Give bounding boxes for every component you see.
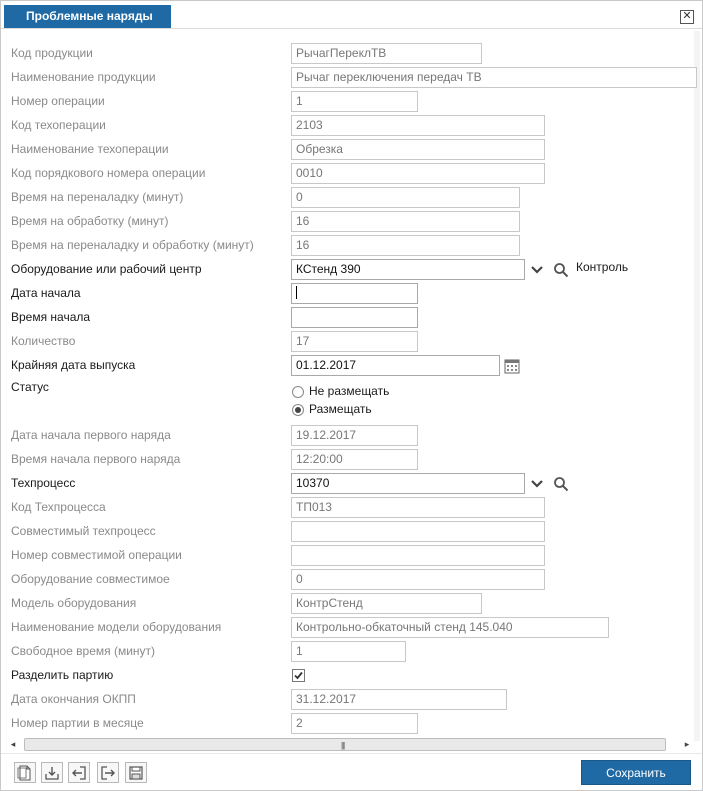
label-compatible-equipment: Оборудование совместимое [11, 572, 170, 586]
import-icon [44, 765, 60, 781]
label-techop-name: Наименование техоперации [11, 142, 169, 156]
label-start-time: Время начала [11, 310, 91, 324]
label-sequence-code: Код порядкового номера операции [11, 166, 206, 180]
equipment-combo[interactable]: КСтенд 390 [291, 259, 525, 280]
scroll-right-arrow-icon[interactable]: ▸ [684, 739, 690, 749]
label-setup-time: Время на переналадку (минут) [11, 190, 184, 204]
sequence-code-field[interactable]: 0010 [291, 163, 545, 184]
first-order-time-field[interactable]: 12:20:00 [291, 449, 418, 470]
equipment-model-field[interactable]: КонтрСтенд [291, 593, 482, 614]
label-operation-number: Номер операции [11, 94, 105, 108]
label-compatible-operation: Номер совместимой операции [11, 548, 182, 562]
chevron-down-icon[interactable] [529, 476, 545, 492]
label-product-code: Код продукции [11, 46, 93, 60]
vertical-scrollbar[interactable] [694, 31, 700, 741]
save-button[interactable]: Сохранить [581, 760, 691, 785]
close-button[interactable]: ✕ [680, 10, 694, 24]
scrollbar-thumb[interactable] [24, 738, 666, 751]
label-equipment-model: Модель оборудования [11, 596, 137, 610]
label-first-order-time: Время начала первого наряда [11, 452, 181, 466]
label-equipment: Оборудование или рабочий центр [11, 262, 202, 276]
scrollbar-grip: ||| [341, 741, 345, 750]
label-total-time: Время на переналадку и обработку (минут) [11, 238, 254, 252]
calendar-icon[interactable] [504, 358, 520, 374]
product-name-field[interactable]: Рычаг переключения передач ТВ [291, 67, 697, 88]
first-order-date-field[interactable]: 19.12.2017 [291, 425, 418, 446]
save-disk-icon [128, 765, 144, 781]
techop-code-field[interactable]: 2103 [291, 115, 545, 136]
equipment-extra-label: Контроль [576, 260, 629, 274]
radio-do-not-place[interactable] [292, 386, 304, 398]
label-processing-time: Время на обработку (минут) [11, 214, 169, 228]
radio-place[interactable] [292, 404, 304, 416]
back-icon [71, 765, 87, 781]
techop-name-field[interactable]: Обрезка [291, 139, 545, 160]
new-document-button[interactable] [14, 762, 36, 783]
processing-time-field[interactable]: 16 [291, 211, 520, 232]
label-techprocess: Техпроцесс [11, 476, 76, 490]
deadline-date-field[interactable]: 01.12.2017 [291, 355, 500, 376]
checkmark-icon [293, 670, 304, 681]
compatible-techprocess-field[interactable] [291, 521, 545, 542]
compatible-operation-field[interactable] [291, 545, 545, 566]
radio-place-label[interactable]: Размещать [309, 402, 372, 416]
text-caret [296, 286, 297, 299]
techprocess-code-field[interactable]: ТП013 [291, 497, 545, 518]
scroll-left-arrow-icon[interactable]: ◂ [10, 739, 16, 749]
search-icon[interactable] [553, 262, 569, 278]
setup-time-field[interactable]: 0 [291, 187, 520, 208]
start-time-field[interactable] [291, 307, 418, 328]
search-icon[interactable] [553, 476, 569, 492]
new-document-icon [17, 765, 33, 781]
batch-number-field[interactable]: 2 [291, 713, 418, 734]
chevron-down-icon[interactable] [529, 262, 545, 278]
dialog-title: Проблемные наряды [4, 5, 171, 28]
split-batch-checkbox[interactable] [292, 669, 305, 682]
compatible-equipment-field[interactable]: 0 [291, 569, 545, 590]
quantity-field[interactable]: 17 [291, 331, 418, 352]
label-deadline-date: Крайняя дата выпуска [11, 358, 136, 372]
equipment-model-name-field[interactable]: Контрольно-обкаточный стенд 145.040 [291, 617, 609, 638]
radio-do-not-place-label[interactable]: Не размещать [309, 384, 390, 398]
label-equipment-model-name: Наименование модели оборудования [11, 620, 222, 634]
okpp-end-date-field[interactable]: 31.12.2017 [291, 689, 507, 710]
label-techprocess-code: Код Техпроцесса [11, 500, 106, 514]
label-techop-code: Код техоперации [11, 118, 106, 132]
product-code-field[interactable]: РычагПереклТВ [291, 43, 482, 64]
label-start-date: Дата начала [11, 286, 81, 300]
export-button[interactable] [97, 762, 119, 783]
free-time-field[interactable]: 1 [291, 641, 406, 662]
label-okpp-end-date: Дата окончания ОКПП [11, 692, 136, 706]
export-icon [100, 765, 116, 781]
label-product-name: Наименование продукции [11, 70, 156, 84]
label-quantity: Количество [11, 334, 76, 348]
label-status: Статус [11, 380, 49, 394]
label-split-batch: Разделить партию [11, 668, 114, 682]
label-free-time: Свободное время (минут) [11, 644, 156, 658]
label-compatible-techprocess: Совместимый техпроцесс [11, 524, 156, 538]
horizontal-scrollbar[interactable] [6, 737, 694, 752]
save-disk-button[interactable] [125, 762, 147, 783]
title-bar [1, 1, 702, 29]
footer-divider [1, 753, 702, 754]
back-button[interactable] [68, 762, 90, 783]
total-time-field[interactable]: 16 [291, 235, 520, 256]
operation-number-field[interactable]: 1 [291, 91, 418, 112]
label-first-order-date: Дата начала первого наряда [11, 428, 171, 442]
start-date-field[interactable] [291, 283, 418, 304]
label-batch-number: Номер партии в месяце [11, 716, 144, 730]
techprocess-combo[interactable]: 10370 [291, 473, 525, 494]
import-button[interactable] [41, 762, 63, 783]
